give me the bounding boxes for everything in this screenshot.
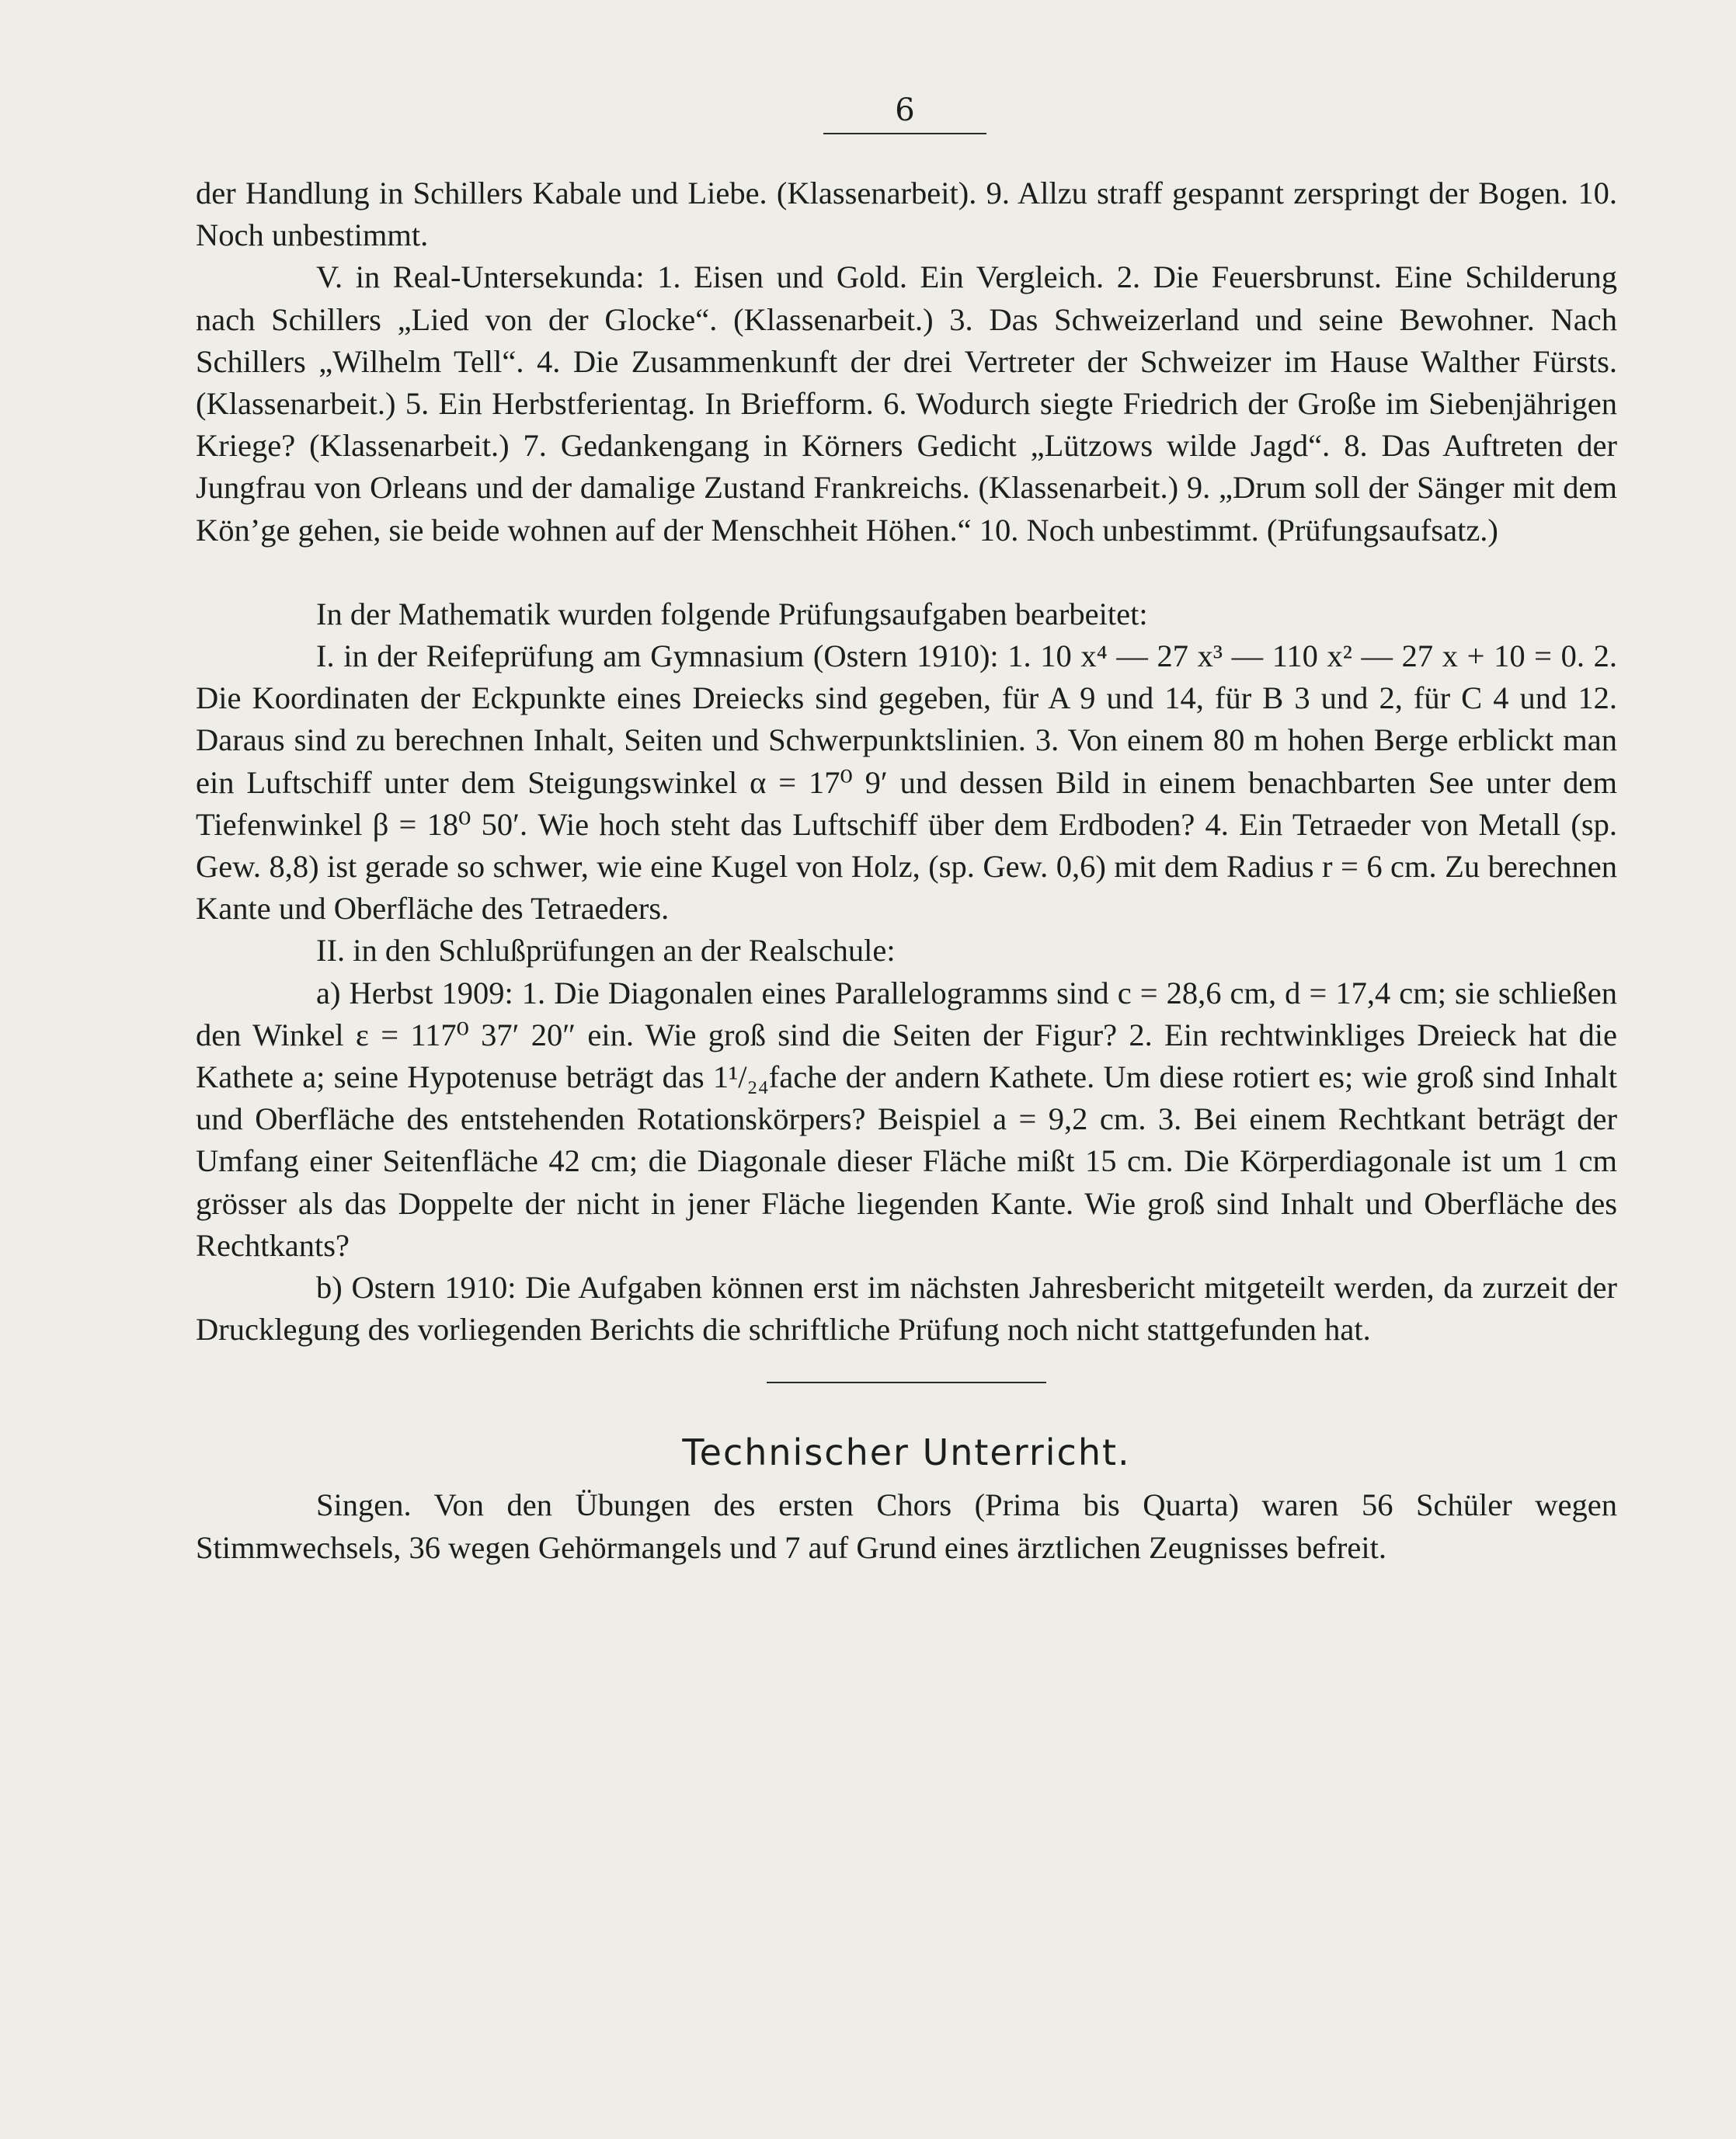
paragraph-reifepruefung: I. in der Reifeprüfung am Gymnasium (Ostern 1910): 1. 10 x⁴ — 27 x³ — 110 x² — 27 x + 10 = 0. 2. Die Koordinaten der Eckpunkte eines Dreiecks sind gegeben, für A 9 und 14, für B 3 und 2, für C 4 und 12. Daraus sind zu berechnen Inhalt, Seiten und Schwerpunktslinien. 3. Von einem 80 m hohen Berge erblickt man ein Luftschiff unter dem Steigungswinkel α = 17⁰ 9′ und dessen Bild in einem benachbarten See unter dem Tiefenwinkel β = 18⁰ 50′. Wie hoch steht das Luftschiff über dem Erdboden? 4. Ein Tetraeder von Metall (sp. Gew. 8,8) ist gerade so schwer, wie eine Kugel von Holz, (sp. Gew. 0,6) mit dem Radius r = 6 cm. Zu berechnen Kante und Oberfläche des Tetraeders. [196,638,1617,927]
paragraph-real-untersekunda: V. in Real-Untersekunda: 1. Eisen und Gold. Ein Vergleich. 2. Die Feuersbrunst. Eine Schilderung nach Schillers „Lied von der Glocke“. (Klassenarbeit.) 3. Das Schweizerland und seine Bewohner. Nach Schillers „Wilhelm Tell“. 4. Die Zusammenkunft der drei Vertreter der Schweizer im Hause Walther Fürsts. (Klassenarbeit.) 5. Ein Herbstferientag. In Briefform. 6. Wodurch siegte Friedrich der Große im Siebenjährigen Kriege? (Klassenarbeit.) 7. Gedankengang in Körners Gedicht „Lützows wilde Jagd“. 8. Das Auftreten der Jungfrau von Orleans und der damalige Zustand Frankreichs. (Klassenarbeit.) 9. „Drum soll der Sänger mit dem Kön’ge gehen, sie beide wohnen auf der Menschheit Höhen.“ 10. Noch unbestimmt. (Prüfungsaufsatz.) [196,259,1617,548]
page-number-rule [823,133,986,134]
paragraph-singen: Singen. Von den Übungen des ersten Chors (Prima bis Quarta) waren 56 Schüler wegen Stimmwechsels, 36 wegen Gehörmangels und 7 auf Grund eines ärztlichen Zeugnisses befreit. [196,1487,1617,1565]
paragraph-herbst-1909: a) Herbst 1909: 1. Die Diagonalen eines Parallelogramms sind c = 28,6 cm, d = 17,4 cm; sie schließen den Winkel ε = 117⁰ 37′ 20″ ein. Wie groß sind die Seiten der Figur? 2. Ein rechtwinkliges Dreieck hat die Kathete a; seine Hypotenuse beträgt das 1¹/₂₄fache der andern Kathete. Um diese rotiert es; wie groß sind Inhalt und Oberfläche des entstehenden Rotationskörpers? Beispiel a = 9,2 cm. 3. Bei einem Rechtkant beträgt der Umfang einer Seitenfläche 42 cm; die Diagonale dieser Fläche mißt 15 cm. Die Körperdiagonale ist um 1 cm grösser als das Doppelte der nicht in jener Fläche liegenden Kante. Wie groß sind Inhalt und Oberfläche des Rechtkants? [196,975,1617,1263]
paragraph-ostern-1910: b) Ostern 1910: Die Aufgaben können erst im nächsten Jahresbericht mitgeteilt werden, da zurzeit der Drucklegung des vorliegenden Berichts die schriftliche Prüfung noch nicht stattgefunden hat. [196,1270,1617,1348]
paragraph-mathematik-intro: In der Mathematik wurden folgende Prüfungsaufgaben bearbeitet: [316,596,1148,631]
section-title: Technischer Unterricht. [682,1431,1131,1474]
page-number: 6 [895,92,915,128]
document-body [196,172,1617,1569]
spacer [196,551,1617,593]
paragraph-schlusspruefungen: II. in den Schlußprüfungen an der Realschule: [316,933,896,969]
paragraph-continuation: der Handlung in Schillers Kabale und Liebe. (Klassenarbeit). 9. Allzu straff gespannt zerspringt der Bogen. 10. Noch unbestimmt. [196,176,1617,253]
section-divider [767,1382,1046,1383]
